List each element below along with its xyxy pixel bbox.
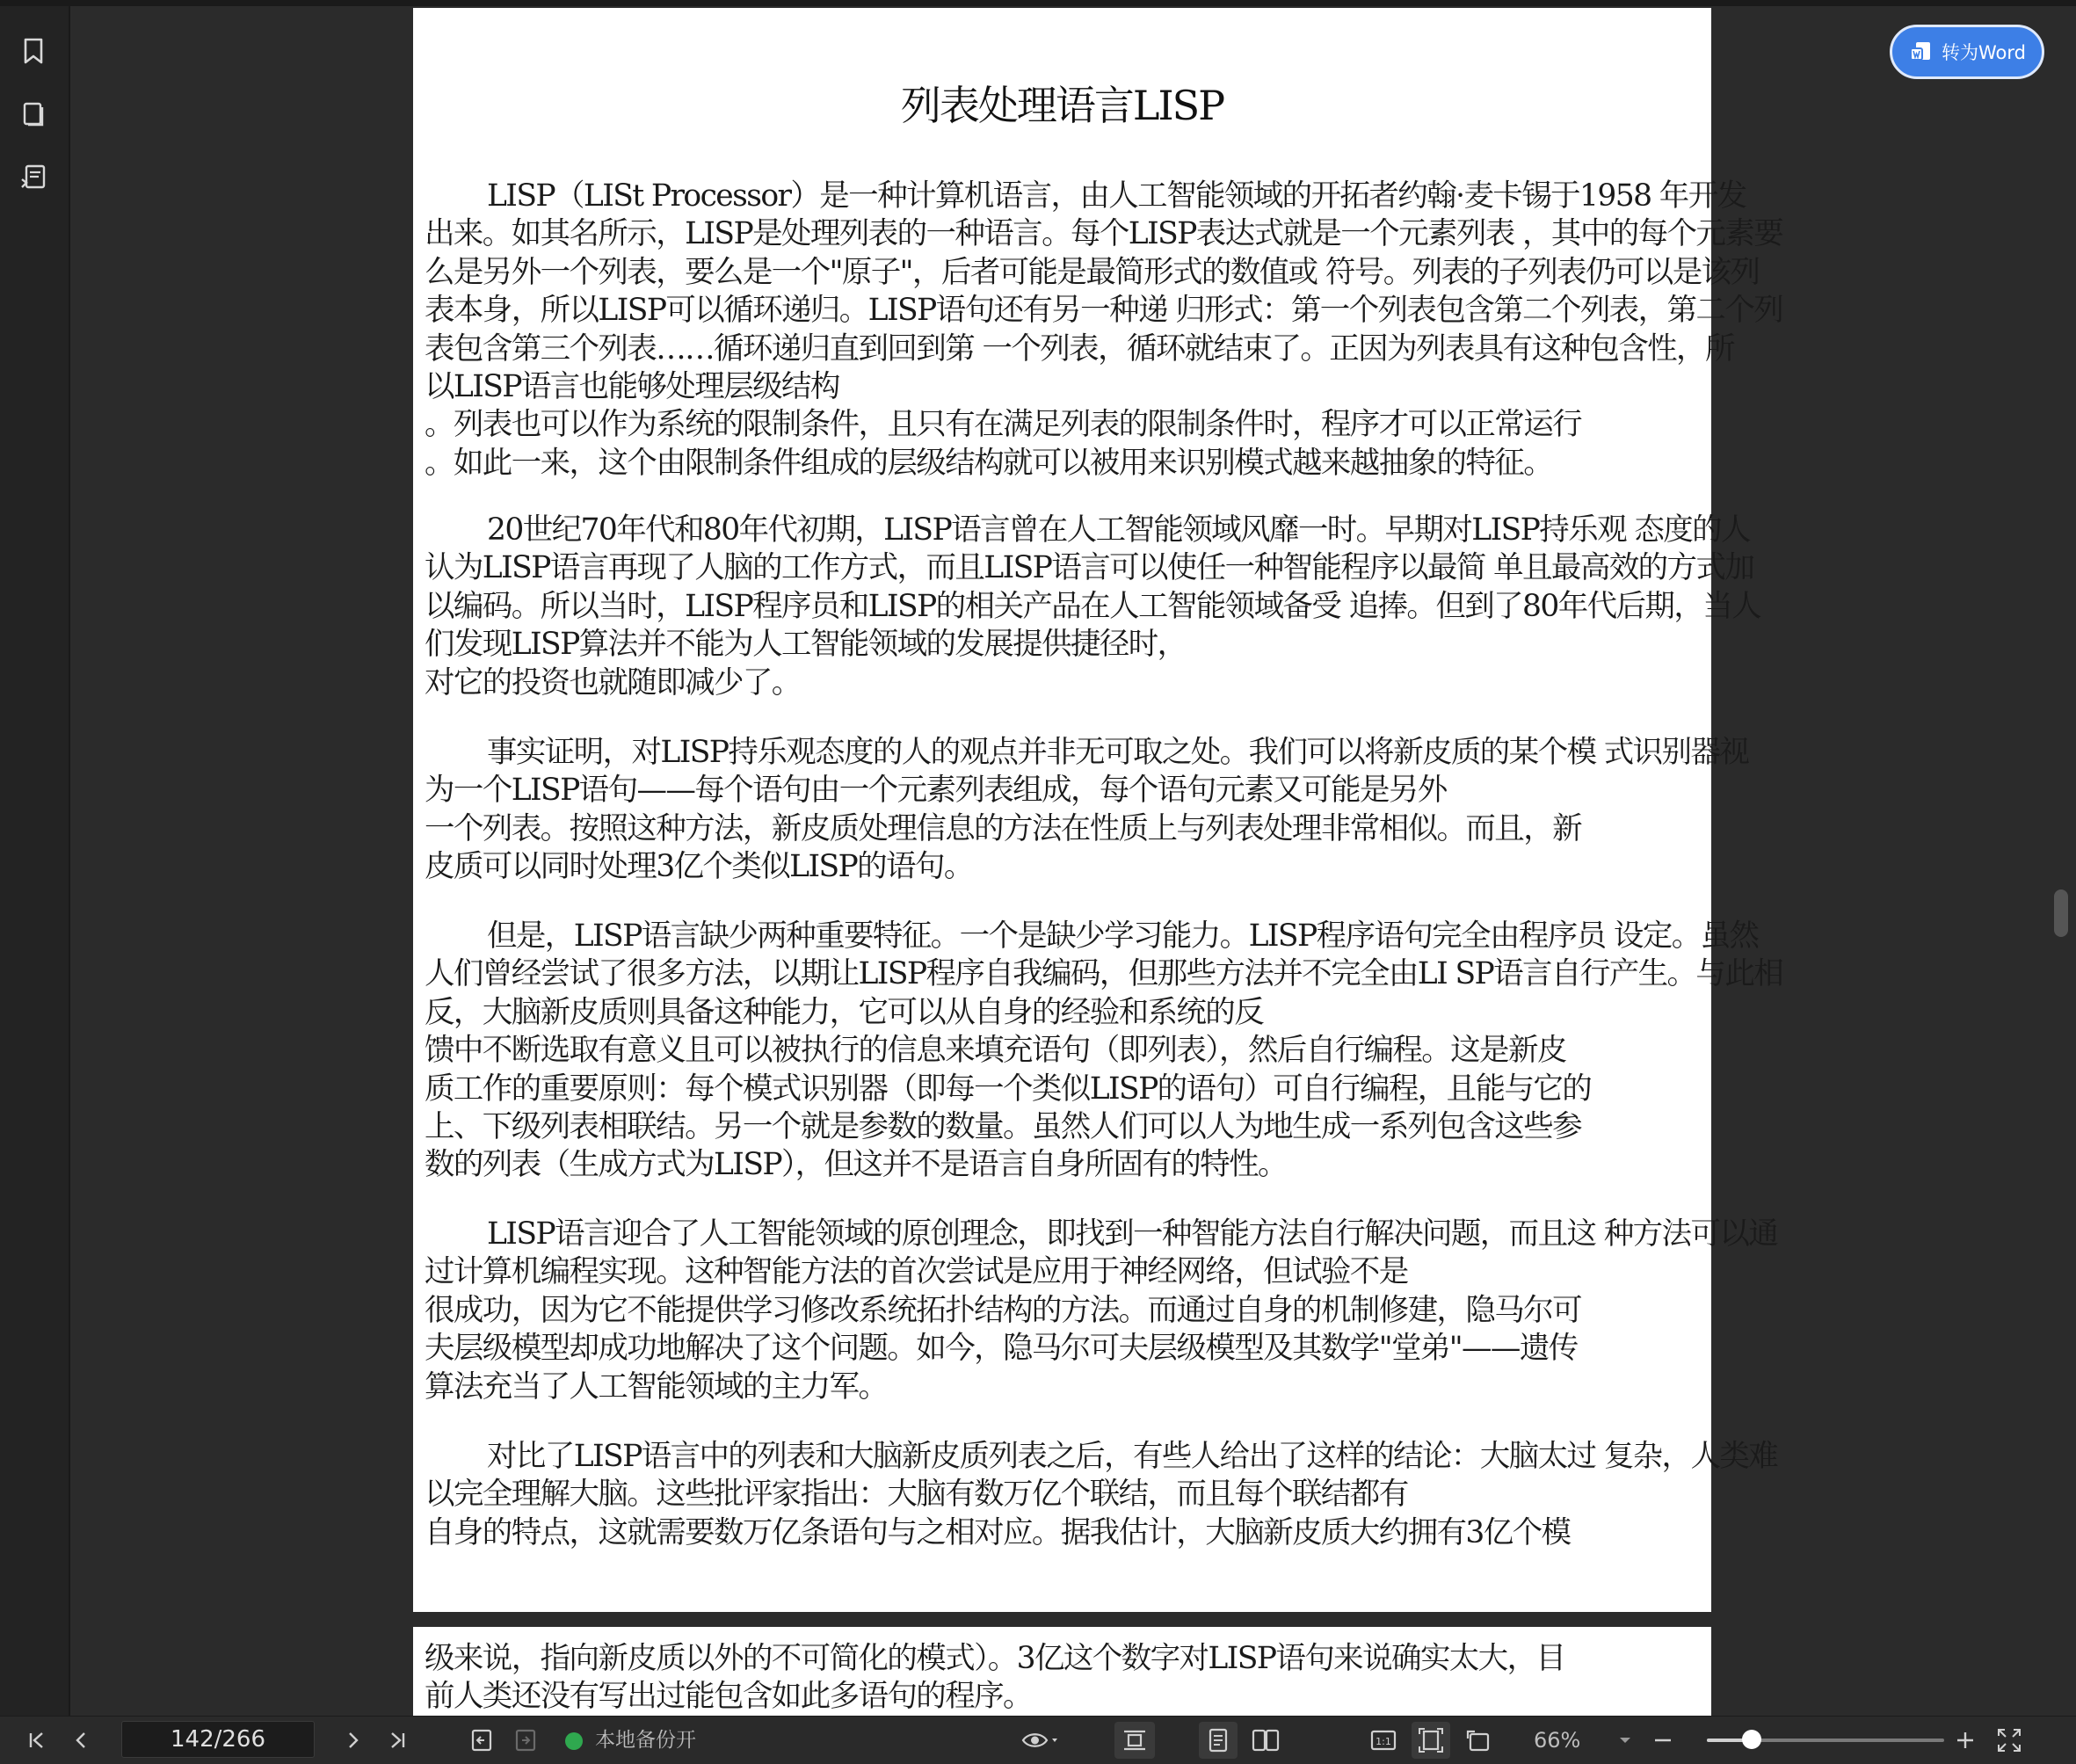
text-line: 质工作的重要原则：每个模式识别器（即每一个类似LISP的语句）可自行编程，且能与它的 <box>425 1071 1592 1107</box>
page-title: 列表处理语言LISP <box>900 82 1224 129</box>
text-line: 上、下级列表相联结。另一个就是参数的数量。虽然人们可以人为地生成一系列包含这些参 <box>425 1109 1581 1145</box>
text-line: 但是，LISP语言缺少两种重要特征。一个是缺少学习能力。LISP程序语句完全由程序员 设定。虽然 <box>487 918 1759 954</box>
paragraph <box>425 734 1749 887</box>
chevron-right-icon <box>344 1731 363 1750</box>
plus-icon <box>1955 1730 1976 1751</box>
zoom-dropdown-button[interactable] <box>1613 1717 1637 1764</box>
text-line: 前人类还没有写出过能包含如此多语句的程序。 <box>425 1679 1032 1715</box>
zoom-level[interactable]: 66% <box>1534 1728 1581 1753</box>
text-line: 很成功，因为它不能提供学习修改系统拓扑结构的方法。而通过自身的机制修建，隐马尔可 <box>425 1292 1581 1328</box>
paragraph <box>425 512 1761 702</box>
vertical-scrollbar[interactable] <box>2048 6 2076 1716</box>
paragraph <box>425 1640 1708 1716</box>
text-line: 为一个LISP语句——每个语句由一个元素列表组成，每个语句元素又可能是另外 <box>425 773 1447 809</box>
text-line: 皮质可以同时处理3亿个类似LISP的语句。 <box>425 849 973 885</box>
text-line: LISP（LISt Processor）是一种计算机语言，由人工智能领域的开拓者约翰·麦卡锡于1958 年开发 <box>487 178 1746 214</box>
bookmark-icon[interactable] <box>16 33 51 69</box>
paragraph <box>425 1438 1778 1552</box>
zoom-slider-handle[interactable] <box>1742 1730 1761 1749</box>
text-line: 事实证明，对LISP持乐观态度的人的观点并非无可取之处。我们可以将新皮质的某个模 式识别器视 <box>487 735 1749 770</box>
text-line: 级来说，指向新皮质以外的不可简化的模式）。3亿这个数字对LISP语句来说确实太大，目 <box>425 1641 1565 1676</box>
text-line: 对它的投资也就随即减少了。 <box>425 664 801 701</box>
page-forward-icon <box>513 1728 538 1753</box>
double-page-icon <box>1251 1727 1281 1753</box>
text-line: 表包含第三个列表……循环递归直到回到第 一个列表，循环就结束了。正因为列表具有这种包含性，所 <box>425 330 1734 367</box>
first-page-icon <box>27 1731 47 1750</box>
text-line: 数的列表（生成方式为LISP），但这并不是语言自身所固有的特性。 <box>425 1147 1287 1183</box>
text-line: 认为LISP语言再现了人脑的工作方式，而且LISP语言可以使任一种智能程序以最简 单且最高效的方式加 <box>425 550 1754 586</box>
actual-size-icon <box>1369 1728 1397 1753</box>
minus-icon <box>1652 1730 1673 1751</box>
previous-page-button[interactable] <box>63 1717 98 1764</box>
backup-status-icon <box>565 1732 583 1750</box>
scrollbar-thumb[interactable] <box>2054 889 2068 937</box>
last-page-icon <box>388 1731 407 1750</box>
actual-size-button[interactable] <box>1364 1717 1403 1764</box>
fit-page-icon <box>1417 1726 1445 1754</box>
paragraph <box>425 1216 1778 1406</box>
paragraph <box>425 178 1783 483</box>
text-line: 对比了LISP语言中的列表和大脑新皮质列表之后，有些人给出了这样的结论：大脑太过 复杂，人类难 <box>487 1439 1778 1474</box>
backup-status-label[interactable]: 本地备份开 <box>595 1729 696 1752</box>
annotation-list-icon[interactable] <box>16 160 51 195</box>
document-viewer[interactable] <box>70 6 2048 1716</box>
svg-text:1:1: 1:1 <box>1376 1736 1391 1747</box>
double-page-button[interactable] <box>1246 1717 1285 1764</box>
text-line: 过计算机编程实现。这种智能方法的首次尝试是应用于神经网络，但试验不是 <box>425 1254 1408 1290</box>
top-border <box>0 0 2076 6</box>
single-page-button[interactable] <box>1199 1722 1238 1759</box>
text-line: 们发现LISP算法并不能为人工智能领域的发展提供捷径时， <box>425 627 1187 663</box>
forward-history-button[interactable] <box>508 1717 543 1764</box>
back-history-button[interactable] <box>464 1717 499 1764</box>
convert-to-word-button[interactable] <box>1890 25 2044 79</box>
fullscreen-button[interactable] <box>1990 1717 2029 1764</box>
text-line: 。列表也可以作为系统的限制条件，且只有在满足列表的限制条件时，程序才可以正常运行 <box>425 407 1581 443</box>
next-document-page <box>413 1627 1711 1716</box>
thumbnails-icon[interactable] <box>16 97 51 132</box>
first-page-button[interactable] <box>19 1717 54 1764</box>
text-line: 么是另外一个列表，要么是一个"原子"，后者可能是最简形式的数值或 符号。列表的子列表仍可以是该列 <box>425 254 1760 290</box>
text-line: 馈中不断选取有意义且可以被执行的信息来填充语句（即列表），然后自行编程。这是新皮 <box>425 1033 1566 1069</box>
chevron-down-icon <box>1619 1736 1631 1745</box>
text-line: 夫层级模型却成功地解决了这个问题。如今，隐马尔可夫层级模型及其数学"堂弟"——遗传 <box>425 1331 1578 1367</box>
paragraph <box>425 918 1783 1185</box>
word-convert-icon <box>1908 40 1933 64</box>
rotate-icon <box>1464 1726 1492 1754</box>
bottom-toolbar <box>0 1716 2076 1764</box>
text-line: 以LISP语言也能够处理层级结构 <box>425 369 839 405</box>
text-line: 表本身，所以LISP可以循环递归。LISP语句还有另一种递 归形式：第一个列表包含第二个列表，第二个列 <box>425 293 1783 329</box>
text-line: 20世纪70年代和80年代初期，LISP语言曾在人工智能领域风靡一时。早期对LISP持乐观 态度的人 <box>487 512 1750 548</box>
scroll-mode-icon <box>1121 1727 1148 1753</box>
text-line: 一个列表。按照这种方法，新皮质处理信息的方法在性质上与列表处理非常相似。而且，新 <box>425 810 1581 846</box>
zoom-out-button[interactable] <box>1645 1717 1680 1764</box>
last-page-button[interactable] <box>380 1717 415 1764</box>
text-line: 自身的特点，这就需要数万亿条语句与之相对应。据我估计，大脑新皮质大约拥有3亿个模 <box>425 1514 1571 1550</box>
continuous-scroll-button[interactable] <box>1114 1722 1155 1759</box>
text-line: 出来。如其名所示，LISP是处理列表的一种语言。每个LISP表达式就是一个元素列表 ，其中的每个元素要 <box>425 216 1783 252</box>
eye-icon <box>1020 1728 1059 1753</box>
text-line: 人们曾经尝试了很多方法，以期让LISP程序自我编码，但那些方法并不完全由LI SP语言自行产生。与此相 <box>425 956 1783 992</box>
document-page <box>413 8 1783 1612</box>
next-page-button[interactable] <box>336 1717 371 1764</box>
zoom-in-button[interactable] <box>1948 1717 1983 1764</box>
eye-mode-button[interactable] <box>1015 1717 1064 1764</box>
text-line: 算法充当了人工智能领域的主力军。 <box>425 1368 888 1405</box>
text-line: 。如此一来，这个由限制条件组成的层级结构就可以被用来识别模式越来越抽象的特征。 <box>425 445 1553 481</box>
chevron-left-icon <box>71 1731 91 1750</box>
rotate-button[interactable] <box>1459 1717 1498 1764</box>
fullscreen-icon <box>1996 1727 2022 1753</box>
convert-button-label: 转为Word <box>1942 42 2026 63</box>
page-back-icon <box>469 1728 494 1753</box>
page-number-input[interactable]: 142/266 <box>121 1721 315 1758</box>
text-line: 以完全理解大脑。这些批评家指出：大脑有数万亿个联结，而且每个联结都有 <box>425 1477 1408 1513</box>
text-line: LISP语言迎合了人工智能领域的原创理念，即找到一种智能方法自行解决问题，而且这 种方法可以通 <box>487 1216 1778 1252</box>
text-line: 反，大脑新皮质则具备这种能力，它可以从自身的经验和系统的反 <box>425 994 1264 1030</box>
text-line: 以编码。所以当时，LISP程序员和LISP的相关产品在人工智能领域备受 追捧。但到了80年代后期，当人 <box>425 588 1761 624</box>
fit-page-button[interactable] <box>1412 1722 1450 1759</box>
left-sidebar <box>0 6 70 1716</box>
single-page-icon <box>1207 1727 1230 1753</box>
